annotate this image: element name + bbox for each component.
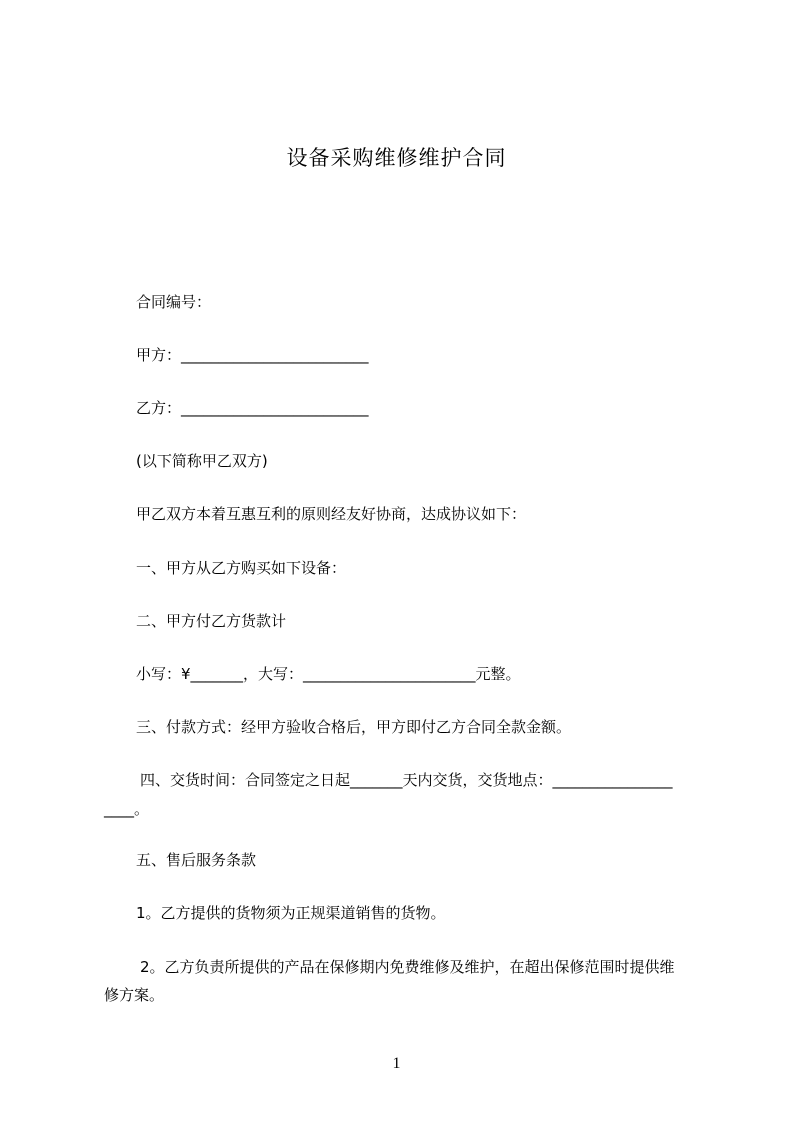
clause-5-heading: 五、售后服务条款 — [136, 851, 257, 869]
document-title: 设备采购维修维护合同 — [286, 146, 507, 170]
clause-3: 三、付款方式：经甲方验收合格后，甲方即付乙方合同全款金额。 — [136, 718, 572, 736]
contract-number-label: 合同编号： — [136, 293, 212, 311]
clause-2: 二、甲方付乙方货款计 — [136, 612, 287, 630]
service-item-2-line-1: 2。乙方负责所提供的产品在保修期内免费维修及维护，在超出保修范围时提供维 — [140, 958, 675, 976]
preamble-paragraph: 甲乙双方本着互惠互利的原则经友好协商，达成协议如下： — [136, 505, 527, 523]
page-number: 1 — [392, 1055, 401, 1072]
service-item-2-line-2: 修方案。 — [104, 986, 165, 1004]
service-item-1: 1。乙方提供的货物须为正规渠道销售的货物。 — [136, 904, 446, 922]
amount-line: 小写：¥_______，大写：_______________________元整。 — [136, 665, 521, 683]
party-a-line: 甲方：_________________________ — [136, 346, 369, 364]
party-b-line: 乙方：_________________________ — [136, 399, 369, 417]
clause-4-line-2: ____。 — [104, 800, 150, 818]
clause-1: 一、甲方从乙方购买如下设备： — [136, 559, 347, 577]
abbreviation-note: (以下简称甲乙双方) — [136, 452, 268, 470]
clause-4-line-1: 四、交货时间：合同签定之日起_______天内交货，交货地点：________________ — [140, 771, 673, 789]
